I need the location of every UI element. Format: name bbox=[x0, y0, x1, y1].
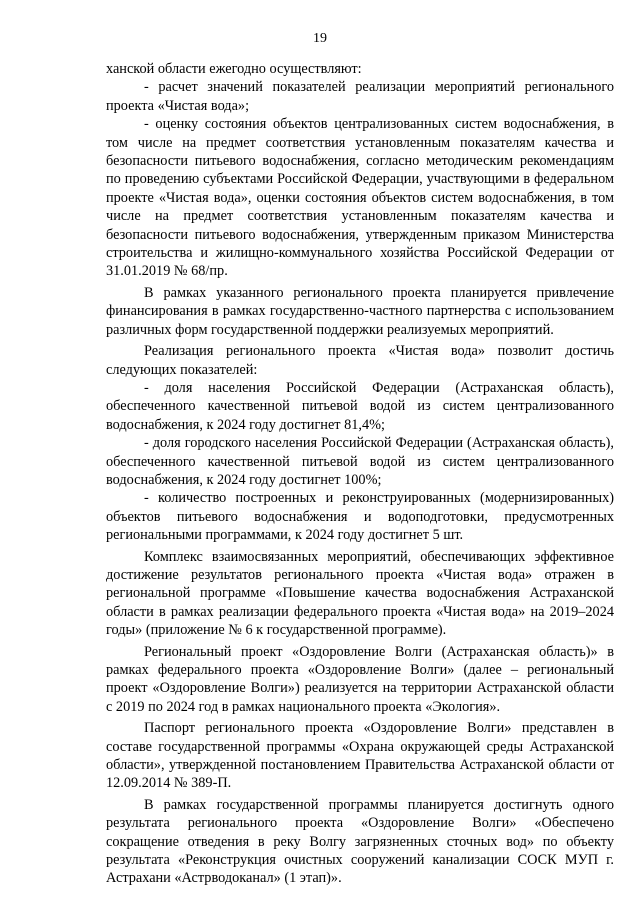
paragraph-volga-project: Региональный проект «Оздоровление Волги (Астраханская область)» в рамках федерального проекта «Оздоровление Волги» (далее – региональный проект «Оздоровление Волги») реализуется на территории Астраханской области с 2019 по 2024 год в рамках национального проекта «Экология». bbox=[106, 643, 614, 715]
list-item-indicator-calculation: - расчет значений показателей реализации мероприятий регионального проекта «Чистая вода»; bbox=[106, 79, 614, 114]
paragraph-financing: В рамках указанного регионального проекта планируется привлечение финансирования в рамках государственно-частного партнерства с использованием различных форм государственной поддержки реализуемых мероприятий. bbox=[106, 284, 614, 338]
paragraph-planned-result: В рамках государственной программы планируется достигнуть одного результата регионального проекта «Оздоровление Волги» «Обеспечено сокращение отведения в реку Волгу загрязненных сточных вод» по объекту результата «Реконструкция очистных сооружений канализации СОСК МУП г. Астрахани «Астрводоканал» (1 этап)». bbox=[106, 796, 614, 887]
list-item-population-share: - доля населения Российской Федерации (Астраханская область), обеспеченного качественной питьевой водой из систем централизованного водоснабжения, к 2024 году достигнет 81,4%; bbox=[106, 379, 614, 433]
list-item-facilities-count: - количество построенных и реконструированных (модернизированных) объектов питьевого водоснабжения и водоподготовки, предусмотренных региональными программами, к 2024 году достигнет 5 шт. bbox=[106, 490, 614, 544]
paragraph-regional-program: Комплекс взаимосвязанных мероприятий, обеспечивающих эффективное достижение результатов регионального проекта «Чистая вода» отражен в региональной программе «Повышение качества водоснабжения Астраханской области в рамках реализации федерального проекта «Чистая вода» на 2019–2024 годы» (приложение № 6 к государственной программе). bbox=[106, 548, 614, 639]
page-number: 19 bbox=[313, 31, 327, 46]
list-item-system-assessment: - оценку состояния объектов централизованных систем водоснабжения, в том числе на предмет соответствия установленным показателям качества и безопасности питьевого водоснабжения, согласно методическим рекомендациям по проведению субъектами Российской Федерации, участвующими в федеральном проекте «Чистая вода», оценки состояния объектов систем водоснабжения, в том числе на предмет соответствия установленным показателям качества и безопасности питьевого водоснабжения, утвержденным приказом Министерства строительства и жилищно-коммунального хозяйства Российской Федерации от 31.01.2019 № 68/пр. bbox=[106, 116, 614, 280]
list-item-urban-population-share: - доля городского населения Российской Федерации (Астраханская область), обеспеченного качественной питьевой водой из систем централизованного водоснабжения, к 2024 году достигнет 100%; bbox=[106, 435, 614, 488]
paragraph-indicators-intro: Реализация регионального проекта «Чистая вода» позволит достичь следующих показателей: bbox=[106, 343, 614, 378]
paragraph-project-passport: Паспорт регионального проекта «Оздоровление Волги» представлен в составе государственной программы «Охрана окружающей среды Астраханской области», утвержденной постановлением Правительства Астраханской области от 12.09.2014 № 389-П. bbox=[106, 720, 614, 792]
paragraph-continuation: ханской области ежегодно осуществляют: bbox=[106, 61, 362, 77]
document-body bbox=[106, 60, 614, 888]
